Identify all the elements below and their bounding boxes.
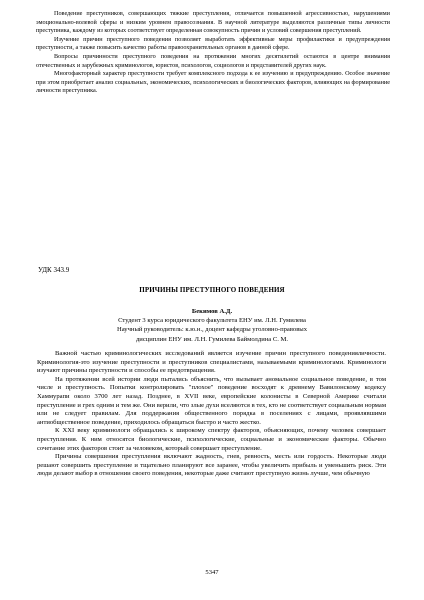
body-paragraph: Причины совершения преступления включают жадность, гнев, ревность, месть или гордость. Некоторые люди решают совершить преступление и тщательно планируют все заранее, чтобы увеличить прибыль и уменьшить риск. Эти люди делают выбор в отношении своего поведения, некоторые даже считают преступную жизнь лучше, чем обычную [37, 453, 386, 478]
article-title: ПРИЧИНЫ ПРЕСТУПНОГО ПОВЕДЕНИЯ [139, 286, 285, 294]
body-paragraph: Важной частью криминологических исследований является изучение причин преступного поведенияличности. Криминология-это изучение преступности и преступников специалистами, называемыми криминологами. Криминологи изучают причины преступности и способы ее предотвращения. [37, 350, 386, 375]
udk-code: УДК 343.9 [38, 266, 70, 274]
author-affiliation: Студент 3 курса юридического факультета ЕНУ им. Л.Н. Гумилева [118, 317, 306, 325]
text-paragraph: Изучение причин преступного поведения позволяет выработать эффективные меры профилактики и предупреждения преступности, а также повысить качество работы правоохранительных органов в данной сфере. [36, 35, 390, 52]
body-paragraph: К XXI веку криминологи обращались к широкому спектру факторов, объясняющих, почему человек совершает преступления. К ним относятся биологические, психологические, социальные и экономические факторы. Обычно сочетание этих факторов стоит за человеком, который совершает преступление. [37, 427, 386, 452]
previous-article-text [36, 10, 390, 96]
author-block [0, 307, 424, 344]
page-number: 5347 [205, 569, 219, 576]
text-paragraph: Поведение преступников, совершающих тяжкие преступления, отличается повышенной агрессивностью, нарушениями эмоционально-волевой сферы и низким уровнем правосознания. В научной литературе выделяются различные типы личности преступника, каждому из которых соответствует определенная совокупность причин и условий совершения преступлений. [36, 10, 390, 35]
supervisor-line: Научный руководитель: к.ю.н., доцент кафедры уголовно-правовых [116, 326, 308, 334]
article-body [37, 350, 386, 479]
supervisor-line: дисциплин ЕНУ им. Л.Н. Гумилева Баймолдина С. М. [135, 335, 289, 343]
author-name: Бекимов А.Д. [191, 308, 233, 315]
text-paragraph: Многофакторный характер преступности требует комплексного подхода к ее изучению и предупреждению. Особое значение при этом приобретает анализ социальных, экономических, психологических и биологических факторов, влияющих на формирование личности преступника. [36, 70, 390, 95]
body-paragraph: На протяжении всей истории люди пытались объяснить, что вызывает аномальное социальное поведение, в том числе и преступность. Попытки контролировать "плохое" поведение восходят к древнему Вавилонскому кодексу Хаммурапи около 3700 лет назад. Позднее, в XVII веке, европейские колонисты в Северной Америке считали преступление и грех одним и тем же. Они верили, что злые духи вселяются в тех, кто не соответствует социальным нормам или не следует правилам. Для поддержания общественного порядка в поселениях с лицами, проявлявшими антиобщественное поведение, приходилось обращаться быстро и часто жестко. [37, 375, 386, 426]
text-paragraph: Вопросы причинности преступного поведения на протяжении многих десятилетий остаются в центре внимания отечественных и зарубежных криминологов, юристов, психологов, социологов и представителей других наук. [36, 52, 390, 69]
